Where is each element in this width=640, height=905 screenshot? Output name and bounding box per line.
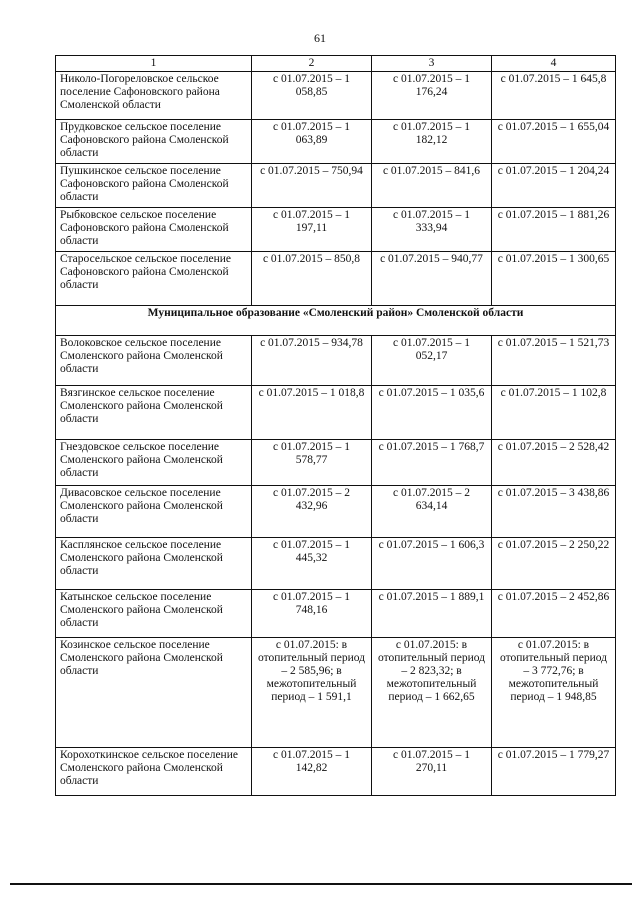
- column-header: 3: [372, 56, 492, 72]
- settlement-name-cell: Козинское сельское поселение Смоленского района Смоленской области: [56, 638, 252, 748]
- section-row: [56, 306, 616, 336]
- page-number: 61: [314, 31, 326, 45]
- settlement-name-cell: Вязгинское сельское поселение Смоленского района Смоленской области: [56, 386, 252, 440]
- settlement-name-cell: Касплянское сельское поселение Смоленского района Смоленской области: [56, 538, 252, 590]
- settlement-name-cell: Прудковское сельское поселение Сафоновского района Смоленской области: [56, 120, 252, 164]
- table-row: [56, 590, 616, 638]
- table-row: [56, 72, 616, 120]
- tariff-cell-col4: с 01.07.2015 – 2 250,22: [492, 538, 616, 590]
- settlement-name-cell: Николо-Погореловское сельское поселение Сафоновского района Смоленской области: [56, 72, 252, 120]
- tariff-cell-col3: с 01.07.2015 – 1 182,12: [372, 120, 492, 164]
- tariff-cell-col3: с 01.07.2015 – 1 333,94: [372, 208, 492, 252]
- table-row: [56, 336, 616, 386]
- settlement-name-cell: Рыбковское сельское поселение Сафоновского района Смоленской области: [56, 208, 252, 252]
- tariff-cell-col4: с 01.07.2015 – 3 438,86: [492, 486, 616, 538]
- tariff-cell-col2: с 01.07.2015 – 1 142,82: [252, 748, 372, 796]
- tariff-cell-col2: с 01.07.2015 – 1 197,11: [252, 208, 372, 252]
- tariff-cell-col3: с 01.07.2015 – 1 176,24: [372, 72, 492, 120]
- tariff-cell-col3: с 01.07.2015: в отопительный период – 2 823,32; в межотопительный период – 1 662,65: [372, 638, 492, 748]
- tariff-cell-col2: с 01.07.2015 – 1 058,85: [252, 72, 372, 120]
- table-row: [56, 638, 616, 748]
- tariff-cell-col2: с 01.07.2015 – 750,94: [252, 164, 372, 208]
- tariff-table: [55, 55, 616, 796]
- table-row: [56, 748, 616, 796]
- tariff-cell-col4: с 01.07.2015 – 2 452,86: [492, 590, 616, 638]
- tariff-cell-col4: с 01.07.2015 – 1 521,73: [492, 336, 616, 386]
- table-row: [56, 164, 616, 208]
- bottom-rule: [10, 883, 632, 885]
- tariff-cell-col4: с 01.07.2015 – 1 102,8: [492, 386, 616, 440]
- tariff-cell-col2: с 01.07.2015 – 850,8: [252, 252, 372, 306]
- tariff-cell-col3: с 01.07.2015 – 2 634,14: [372, 486, 492, 538]
- column-header: 4: [492, 56, 616, 72]
- tariff-cell-col3: с 01.07.2015 – 940,77: [372, 252, 492, 306]
- tariff-cell-col4: с 01.07.2015 – 1 881,26: [492, 208, 616, 252]
- tariff-cell-col2: с 01.07.2015 – 1 018,8: [252, 386, 372, 440]
- table-row: [56, 208, 616, 252]
- settlement-name-cell: Дивасовское сельское поселение Смоленского района Смоленской области: [56, 486, 252, 538]
- tariff-cell-col2: с 01.07.2015: в отопительный период – 2 585,96; в межотопительный период – 1 591,1: [252, 638, 372, 748]
- table-row: [56, 440, 616, 486]
- tariff-cell-col3: с 01.07.2015 – 1 270,11: [372, 748, 492, 796]
- tariff-cell-col3: с 01.07.2015 – 1 035,6: [372, 386, 492, 440]
- settlement-name-cell: Корохоткинское сельское поселение Смоленского района Смоленской области: [56, 748, 252, 796]
- table-row: [56, 120, 616, 164]
- tariff-cell-col3: с 01.07.2015 – 1 889,1: [372, 590, 492, 638]
- column-header: 1: [56, 56, 252, 72]
- settlement-name-cell: Катынское сельское поселение Смоленского района Смоленской области: [56, 590, 252, 638]
- settlement-name-cell: Волоковское сельское поселение Смоленского района Смоленской области: [56, 336, 252, 386]
- tariff-cell-col3: с 01.07.2015 – 841,6: [372, 164, 492, 208]
- tariff-cell-col4: с 01.07.2015 – 1 645,8: [492, 72, 616, 120]
- tariff-cell-col4: с 01.07.2015 – 1 204,24: [492, 164, 616, 208]
- tariff-cell-col3: с 01.07.2015 – 1 052,17: [372, 336, 492, 386]
- settlement-name-cell: Старосельское сельское поселение Сафоновского района Смоленской области: [56, 252, 252, 306]
- table-row: [56, 252, 616, 306]
- table-row: [56, 386, 616, 440]
- settlement-name-cell: Гнездовское сельское поселение Смоленского района Смоленской области: [56, 440, 252, 486]
- table-row: [56, 538, 616, 590]
- tariff-cell-col2: с 01.07.2015 – 1 578,77: [252, 440, 372, 486]
- tariff-cell-col4: с 01.07.2015 – 2 528,42: [492, 440, 616, 486]
- tariff-cell-col2: с 01.07.2015 – 1 445,32: [252, 538, 372, 590]
- section-title: Муниципальное образование «Смоленский район» Смоленской области: [56, 306, 616, 336]
- tariff-cell-col4: с 01.07.2015 – 1 300,65: [492, 252, 616, 306]
- tariff-cell-col4: с 01.07.2015: в отопительный период – 3 772,76; в межотопительный период – 1 948,85: [492, 638, 616, 748]
- table-header-row: [56, 56, 616, 72]
- tariff-cell-col2: с 01.07.2015 – 1 748,16: [252, 590, 372, 638]
- tariff-cell-col4: с 01.07.2015 – 1 655,04: [492, 120, 616, 164]
- tariff-cell-col2: с 01.07.2015 – 2 432,96: [252, 486, 372, 538]
- tariff-cell-col3: с 01.07.2015 – 1 606,3: [372, 538, 492, 590]
- tariff-cell-col4: с 01.07.2015 – 1 779,27: [492, 748, 616, 796]
- column-header: 2: [252, 56, 372, 72]
- table-row: [56, 486, 616, 538]
- tariff-cell-col3: с 01.07.2015 – 1 768,7: [372, 440, 492, 486]
- tariff-cell-col2: с 01.07.2015 – 934,78: [252, 336, 372, 386]
- tariff-cell-col2: с 01.07.2015 – 1 063,89: [252, 120, 372, 164]
- settlement-name-cell: Пушкинское сельское поселение Сафоновского района Смоленской области: [56, 164, 252, 208]
